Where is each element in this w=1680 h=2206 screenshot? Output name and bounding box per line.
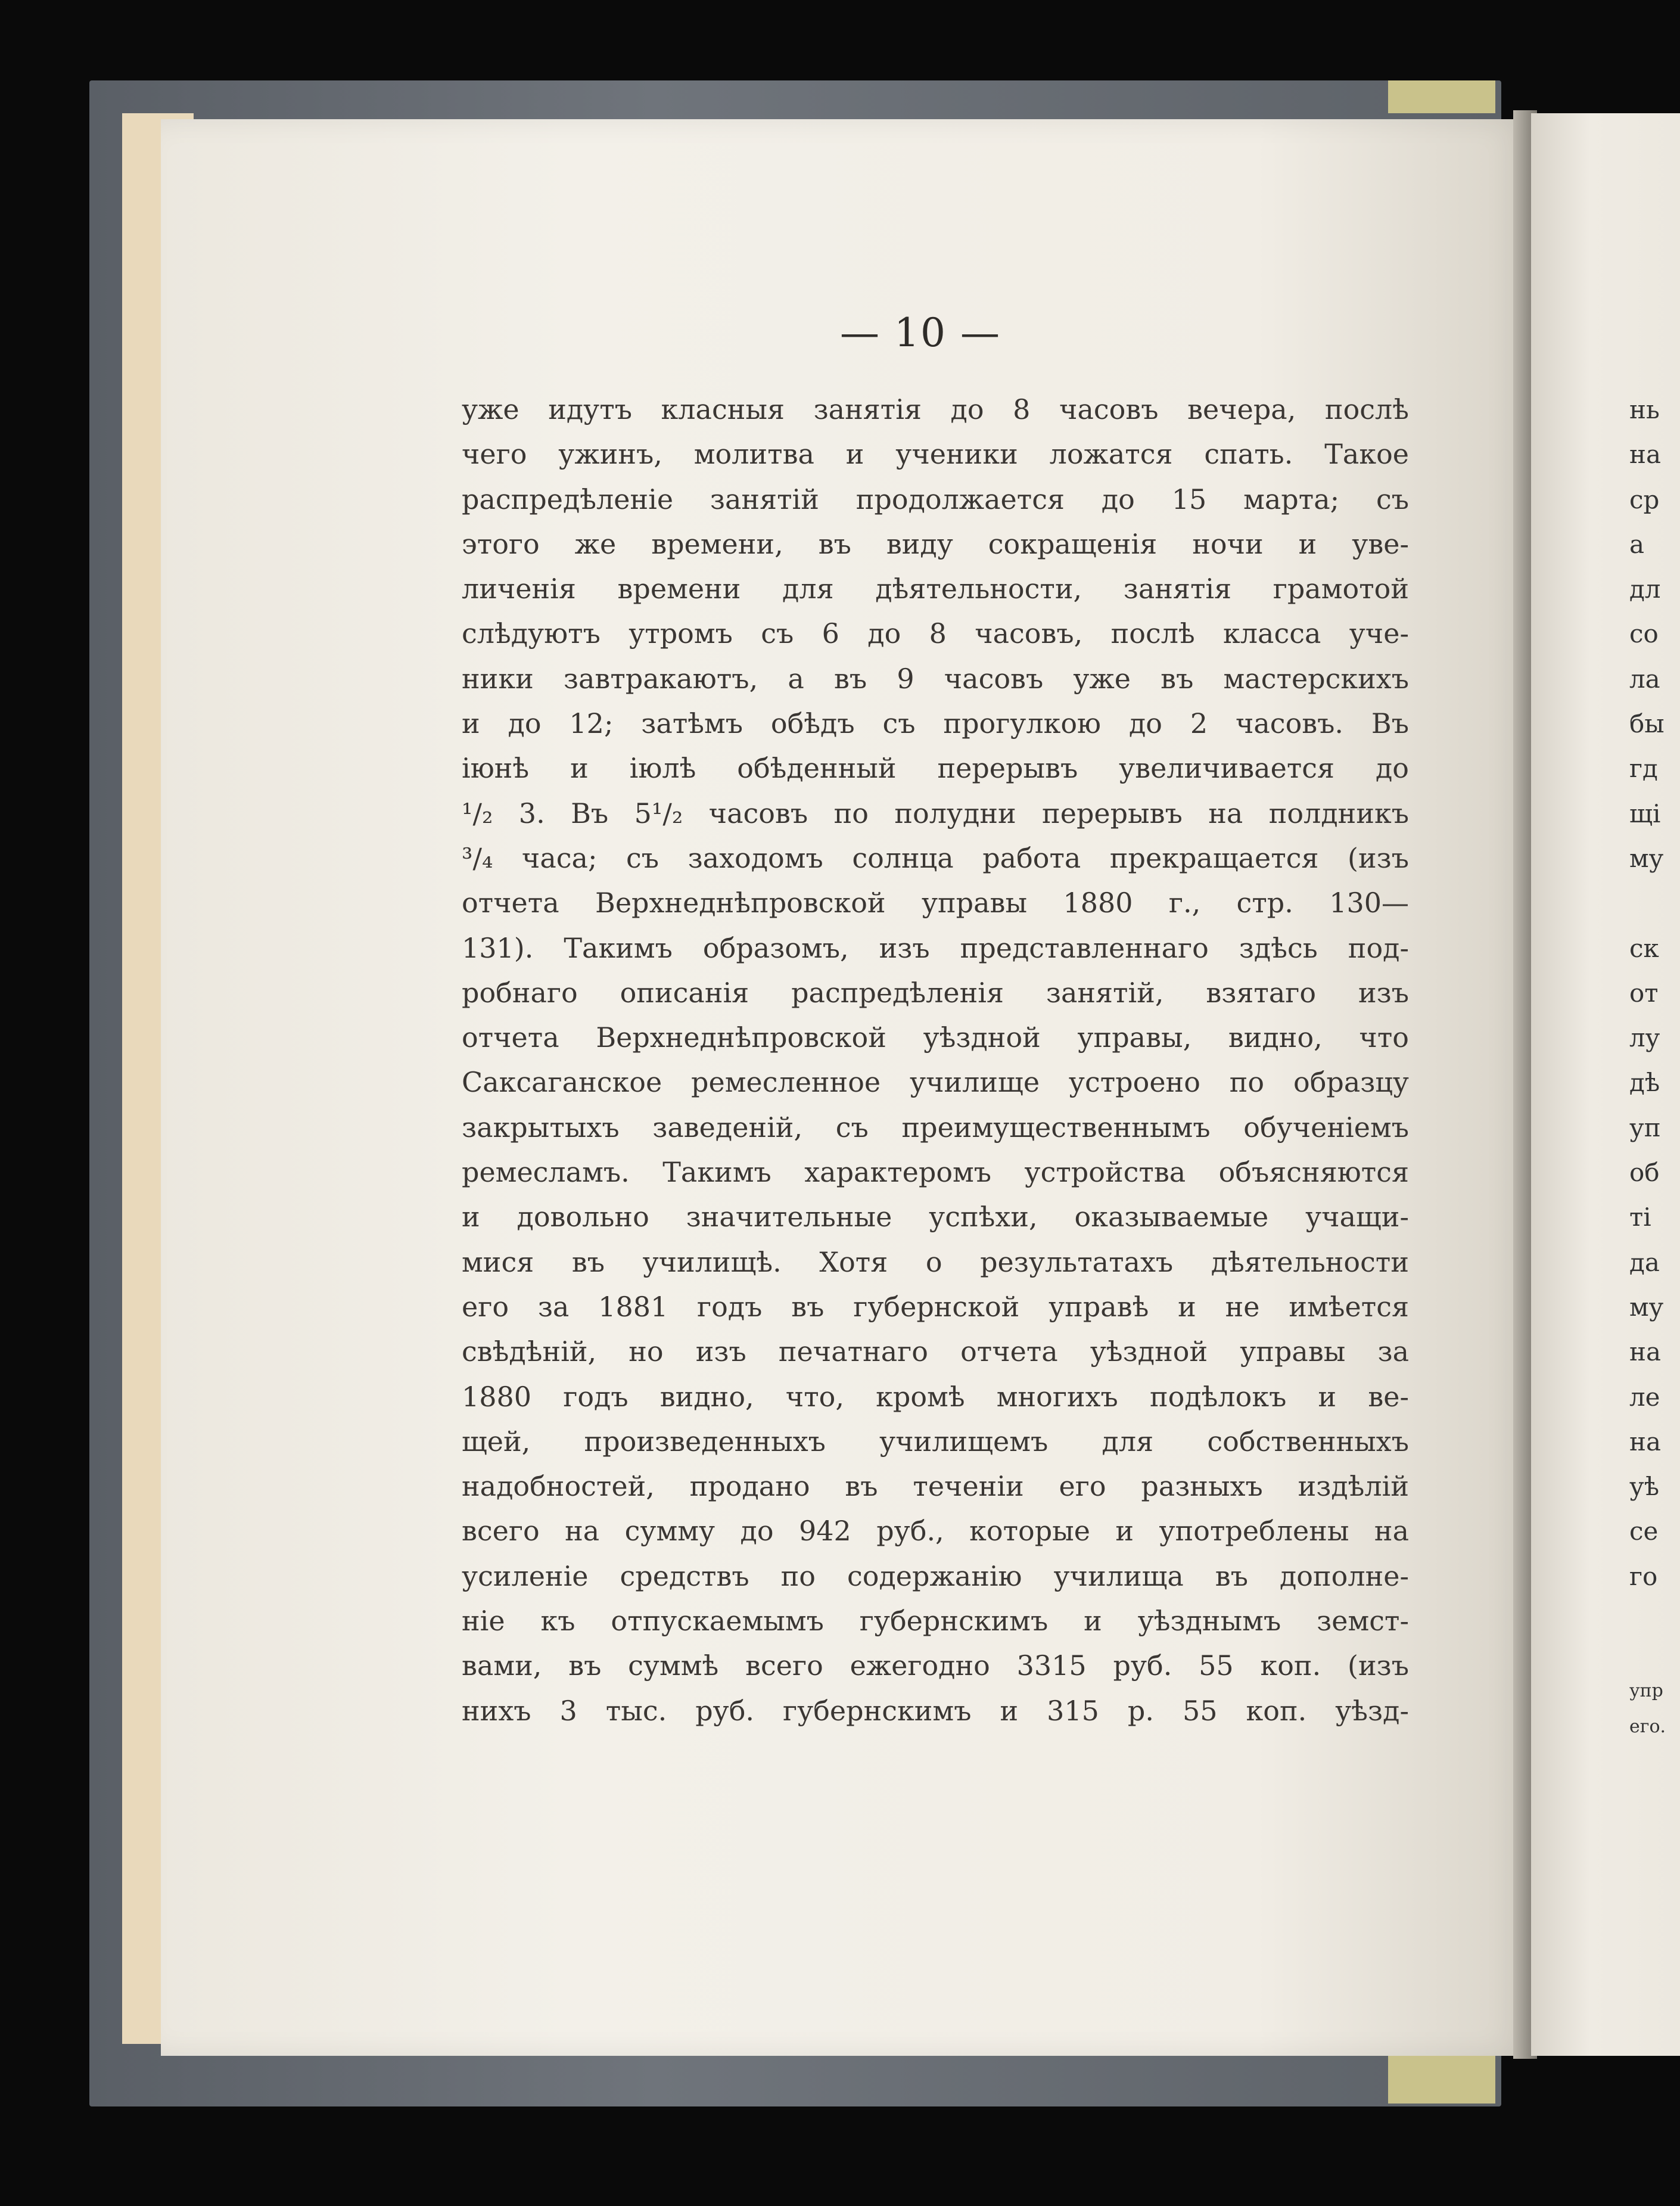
fragment-line: от <box>1629 978 1659 1008</box>
text-line: отчета Верхнеднѣпровской управы 1880 г., стр. 130— <box>462 887 1409 919</box>
fragment-line: ті <box>1629 1203 1651 1232</box>
fragment-line: нь <box>1629 395 1660 424</box>
text-line: и довольно значительные успѣхи, оказываемые учащи- <box>462 1201 1409 1234</box>
text-line: отчета Верхнеднѣпровской уѣздной управы, видно, что <box>462 1021 1409 1054</box>
fragment-line: об <box>1629 1158 1660 1188</box>
fragment-line: щі <box>1629 798 1661 828</box>
text-line: надобностей, продано въ теченіи его разныхъ издѣлій <box>462 1470 1409 1503</box>
text-line: всего на сумму до 942 руб., которые и употреблены на <box>462 1515 1409 1548</box>
text-line: 131). Такимъ образомъ, изъ представленнаго здѣсь под- <box>462 931 1409 964</box>
fragment-line: ск <box>1629 933 1659 963</box>
text-line: ремесламъ. Такимъ характеромъ устройства объясняются <box>462 1156 1409 1189</box>
fragment-line: уп <box>1629 1113 1661 1142</box>
fragment-line: да <box>1629 1247 1660 1277</box>
text-line: личенія времени для дѣятельности, занятія грамотой <box>462 573 1409 605</box>
text-line: нихъ 3 тыс. руб. губернскимъ и 315 р. 55 коп. уѣзд- <box>462 1694 1409 1727</box>
body-text <box>462 387 1409 1733</box>
text-line: щей, произведенныхъ училищемъ для собственныхъ <box>462 1425 1409 1458</box>
text-line: вами, въ суммѣ всего ежегодно 3315 руб. 55 коп. (изъ <box>462 1649 1409 1682</box>
text-line: его за 1881 годъ въ губернской управѣ и не имѣется <box>462 1290 1409 1323</box>
adjacent-page-text <box>1629 387 1680 1599</box>
cover-label-top <box>1388 80 1495 113</box>
text-line: робнаго описанія распредѣленія занятій, взятаго изъ <box>462 976 1409 1009</box>
fragment-line: ла <box>1629 664 1660 694</box>
text-line: распредѣленіе занятій продолжается до 15 марта; съ <box>462 483 1409 515</box>
text-line: мися въ училищѣ. Хотя о результатахъ дѣятельности <box>462 1245 1409 1278</box>
fragment-line: гд <box>1629 754 1658 784</box>
fragment-line: дѣ <box>1629 1068 1660 1098</box>
fragment-line: дл <box>1629 574 1661 604</box>
fragment-line: бы <box>1629 709 1665 739</box>
fragment-line: ле <box>1629 1382 1660 1412</box>
text-line: ники завтракаютъ, а въ 9 часовъ уже въ мастерскихъ <box>462 662 1409 695</box>
text-line: Саксаганское ремесленное училище устроено по образцу <box>462 1066 1409 1099</box>
text-line: и до 12; затѣмъ обѣдъ съ прогулкою до 2 часовъ. Въ <box>462 707 1409 740</box>
text-line: слѣдуютъ утромъ съ 6 до 8 часовъ, послѣ класса уче- <box>462 617 1409 650</box>
cover-label-bottom <box>1388 2056 1495 2104</box>
text-line: іюнѣ и іюлѣ обѣденный перерывъ увеличивается до <box>462 752 1409 785</box>
text-line: усиленіе средствъ по содержанію училища въ дополне- <box>462 1559 1409 1592</box>
adjacent-footnote-fragment: его. <box>1629 1716 1666 1737</box>
fragment-line: се <box>1629 1517 1659 1546</box>
text-line: ³/₄ часа; съ заходомъ солнца работа прекращается (изъ <box>462 841 1409 874</box>
text-line: чего ужинъ, молитва и ученики ложатся спать. Такое <box>462 438 1409 471</box>
text-line: ніе къ отпускаемымъ губернскимъ и уѣзднымъ земст- <box>462 1605 1409 1638</box>
fragment-line: уѣ <box>1629 1472 1660 1502</box>
text-line: свѣдѣній, но изъ печатнаго отчета уѣздной управы за <box>462 1335 1409 1368</box>
text-line: 1880 годъ видно, что, кромѣ многихъ подѣлокъ и ве- <box>462 1380 1409 1413</box>
fragment-line: а <box>1629 529 1645 559</box>
adjacent-footnote-fragment: упр <box>1629 1680 1663 1701</box>
page-number: — 10 — <box>840 310 1001 356</box>
fragment-line: со <box>1629 619 1659 649</box>
fragment-line: на <box>1629 1337 1662 1367</box>
text-line: ¹/₂ 3. Въ 5¹/₂ часовъ по полудни перерывъ на полдникъ <box>462 797 1409 829</box>
fragment-line: го <box>1629 1561 1658 1591</box>
text-line: закрытыхъ заведеній, съ преимущественнымъ обученіемъ <box>462 1111 1409 1144</box>
text-line: этого же времени, въ виду сокращенія ночи и уве- <box>462 527 1409 560</box>
fragment-line: лу <box>1629 1023 1660 1053</box>
fragment-line: ср <box>1629 484 1660 514</box>
fragment-line: на <box>1629 1427 1662 1456</box>
fragment-line: му <box>1629 1292 1664 1322</box>
fragment-line: му <box>1629 843 1664 873</box>
text-line: уже идутъ класныя занятія до 8 часовъ вечера, послѣ <box>462 393 1409 425</box>
fragment-line: на <box>1629 440 1662 470</box>
fragment-line <box>1629 881 1680 925</box>
